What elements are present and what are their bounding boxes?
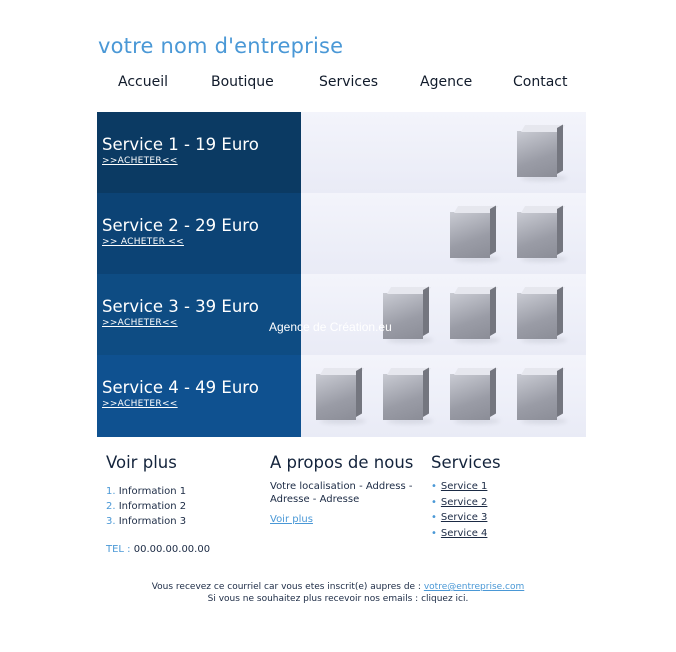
buy-link[interactable]: >>ACHETER<<: [102, 399, 178, 409]
service-title: Service 3 - 39 Euro: [102, 297, 259, 316]
box-graphic: [517, 287, 563, 339]
service-title: Service 2 - 29 Euro: [102, 216, 259, 235]
service-panel: [97, 112, 301, 193]
boxes-photo: [301, 274, 586, 355]
boxes-photo: [301, 193, 586, 274]
boxes-photo: [301, 112, 586, 193]
bullet-icon: •: [431, 496, 437, 508]
box-graphic: [383, 368, 429, 420]
phone-label: TEL :: [106, 544, 131, 555]
box-graphic: [450, 206, 496, 258]
service-band-2: [97, 193, 586, 274]
watermark-text: Agence de Création.eu: [269, 320, 392, 334]
company-name: votre nom d'entreprise: [98, 34, 344, 58]
box-graphic: [450, 368, 496, 420]
phone-line: [106, 544, 210, 555]
nav-item-boutique[interactable]: Boutique: [211, 74, 274, 90]
services-title: Services: [431, 453, 501, 472]
list-item[interactable]: 3. Information 3: [106, 516, 187, 527]
about-title: A propos de nous: [270, 453, 414, 472]
list-item: [431, 479, 487, 495]
voir-plus-title: Voir plus: [106, 453, 177, 472]
buy-link[interactable]: >>ACHETER<<: [102, 318, 178, 328]
box-graphic: [450, 287, 496, 339]
buy-link[interactable]: >>ACHETER<<: [102, 156, 178, 166]
services-banner: [97, 112, 586, 437]
boxes-photo: [301, 355, 586, 437]
nav-item-contact[interactable]: Contact: [513, 74, 568, 90]
about-text: Votre localisation - Address - Adresse - Adresse: [270, 481, 413, 505]
list-item: [431, 495, 487, 511]
phone-number: 00.00.00.00.00: [133, 544, 211, 555]
list-item: [431, 526, 487, 542]
bullet-icon: •: [431, 481, 437, 492]
list-item: [431, 510, 487, 526]
nav-item-agence[interactable]: Agence: [420, 74, 473, 90]
service-panel: [97, 193, 301, 274]
bullet-icon: •: [431, 512, 437, 524]
footer-email-link[interactable]: votre@entreprise.com: [423, 582, 525, 592]
nav-item-services[interactable]: Services: [319, 74, 379, 90]
service-title: Service 1 - 19 Euro: [102, 135, 259, 154]
service-title: Service 4 - 49 Euro: [102, 378, 259, 397]
main-nav: [96, 74, 586, 94]
list-item[interactable]: 1. Information 1: [106, 486, 187, 497]
service-band-1: [97, 112, 586, 193]
service-panel: [97, 274, 301, 355]
service-band-4: [97, 355, 586, 437]
service-link-4[interactable]: Service 4: [440, 528, 488, 540]
box-graphic: [517, 206, 563, 258]
footer-unsubscribe[interactable]: Si vous ne souhaitez plus recevoir nos emails : cliquez ici.: [207, 594, 469, 604]
nav-item-accueil[interactable]: Accueil: [118, 74, 168, 90]
box-graphic: [517, 125, 563, 177]
services-list: [431, 479, 487, 542]
box-graphic: [316, 368, 362, 420]
service-panel: [97, 355, 301, 437]
service-band-3: [97, 274, 586, 355]
service-link-2[interactable]: Service 2: [440, 496, 488, 508]
box-graphic: [517, 368, 563, 420]
service-link-1[interactable]: Service 1: [440, 481, 488, 492]
bullet-icon: •: [431, 528, 437, 540]
information-list: [106, 484, 186, 529]
service-link-3[interactable]: Service 3: [440, 512, 488, 524]
about-more-link[interactable]: Voir plus: [270, 514, 313, 525]
list-item[interactable]: 2. Information 2: [106, 501, 187, 512]
footer-line-1: Vous recevez ce courriel car vous etes inscrit(e) aupres de : votre@entreprise.com: [151, 582, 525, 592]
buy-link[interactable]: >> ACHETER <<: [102, 237, 184, 247]
